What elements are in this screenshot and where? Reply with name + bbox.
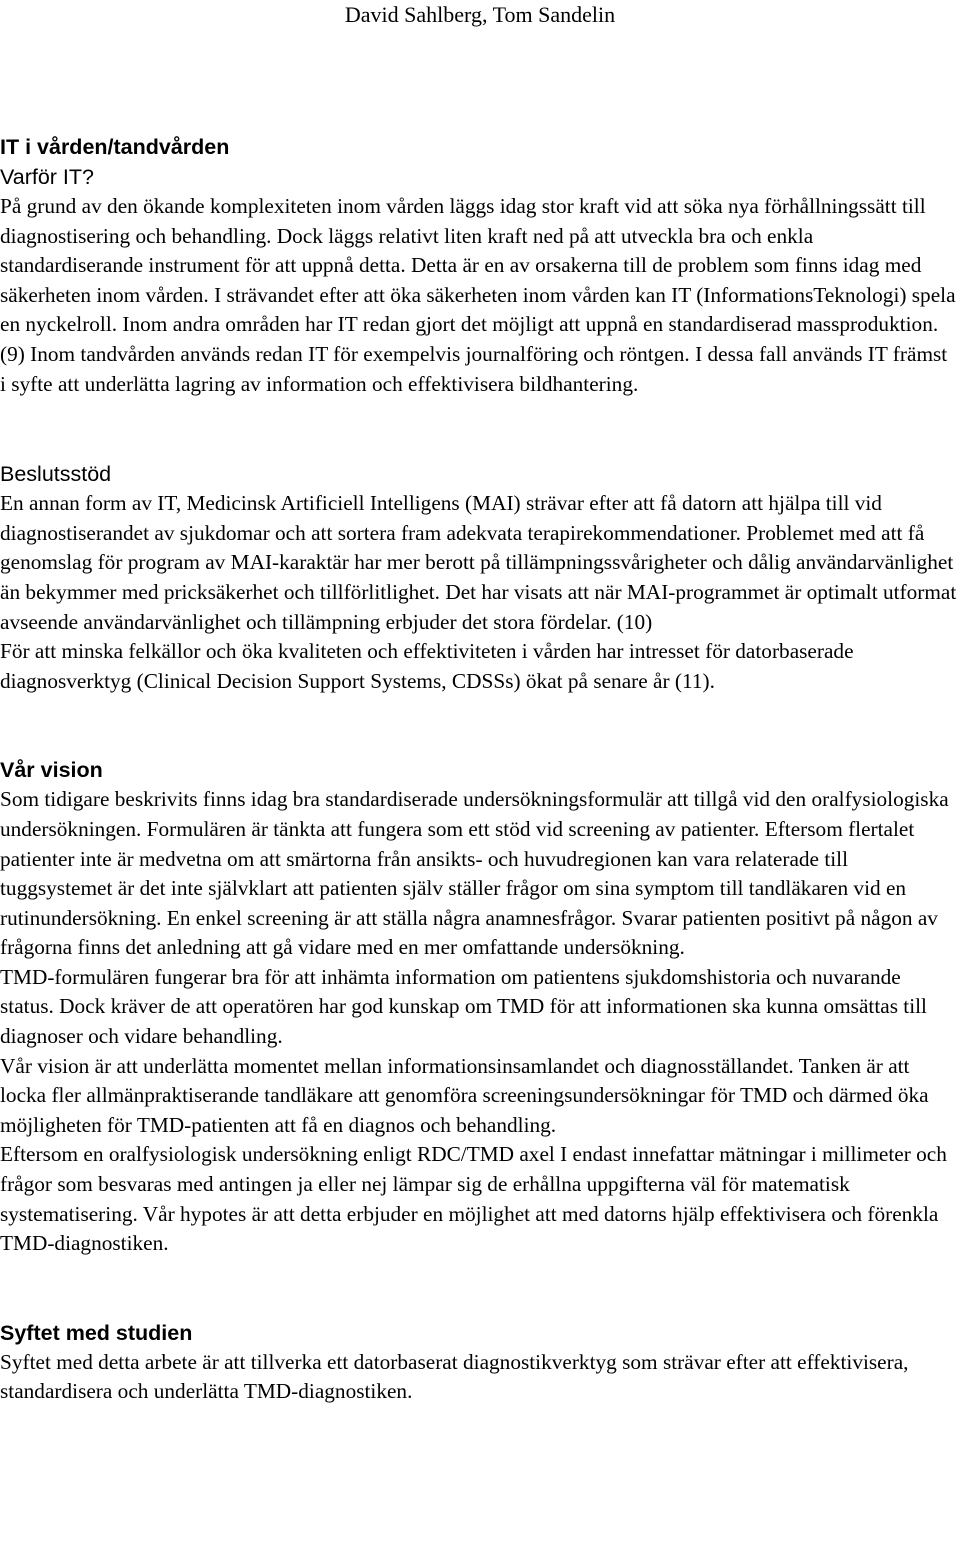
section-beslutsstod <box>0 459 960 696</box>
section-var-vision <box>0 755 960 1259</box>
paragraph-syftet: Syftet med detta arbete är att tillverka ett datorbaserat diagnostikverktyg som strävar efter att effektivisera, standardisera och underlätta TMD-diagnostiken. <box>0 1349 909 1404</box>
paragraph-beslutsstod-1: En annan form av IT, Medicinsk Artificiell Intelligens (MAI) strävar efter att få datorn att hjälpa till vid diagnostiserandet av sjukdomar och att sortera fram adekvata terapirekommendationer. Problemet med att få genomslag för program av MAI-karaktär har mer berott på tillämpningssvårigheter och dålig användarvänlighet än bekymmer med pricksäkerhet och tillförlitlighet. Det har visats att när MAI-programmet är optimalt utformat avseende användarvänlighet och tillämpning erbjuder det stora fördelar. (10) <box>0 491 957 634</box>
paragraph-vision-4: Eftersom en oralfysiologisk undersökning enligt RDC/TMD axel I endast innefattar mätningar i millimeter och frågor som besvaras med antingen ja eller nej lämpar sig de erhållna uppgifterna väl för matematisk systematisering. Vår hypotes är att detta erbjuder en möjlighet att med datorns hjälp effektivisera och förenkla TMD-diagnostiken. <box>0 1142 947 1256</box>
paragraph-it: På grund av den ökande komplexiteten inom vården läggs idag stor kraft vid att söka nya förhållningssätt till diagnostisering och behandling. Dock läggs relativt liten kraft ned på att utveckla bra och enkla standardiserande instrument för att uppnå detta. Detta är en av orsakerna till de problem som finns idag med säkerheten inom vården. I strävandet efter att öka säkerheten inom vården kan IT (InformationsTeknologi) spela en nyckelroll. Inom andra områden har IT redan gjort det möjligt att uppnå en standardiserad massproduktion. (9) Inom tandvården används redan IT för exempelvis journalföring och röntgen. I dessa fall används IT främst i syfte att underlätta lagring av information och effektivisera bildhantering. <box>0 194 956 396</box>
section-title-beslutsstod: Beslutsstöd <box>0 462 112 487</box>
paragraph-vision-1: Som tidigare beskrivits finns idag bra standardiserade undersökningsformulär att tillgå vid den oralfysiologiska undersökningen. Formulären är tänkta att fungera som ett stöd vid screening av patienter. Eftersom flertalet patienter inte är medvetna om att smärtorna från ansikts- och huvudregionen kan vara relaterade till tuggsystemet är det inte självklart att patienten själv ställer frågor om sina symptom till tandläkaren vid en rutinundersökning. En enkel screening är att ställa några anamnesfrågor. Svarar patienten positivt på någon av frågorna finns det anledning att gå vidare med en mer omfattande undersökning. <box>0 787 949 960</box>
section-syftet <box>0 1318 960 1407</box>
document-body <box>0 132 960 1407</box>
section-title-syftet: Syftet med studien <box>0 1320 193 1345</box>
paragraph-vision-2: TMD-formulären fungerar bra för att inhämta information om patientens sjukdomshistoria och nuvarande status. Dock kräver de att operatören har god kunskap om TMD för att informationen ska kunna omsättas till diagnoser och vidare behandling. <box>0 964 927 1049</box>
section-subtitle-varfor-it: Varför IT? <box>0 165 94 189</box>
section-spacer <box>0 696 960 755</box>
section-title-var-vision: Vår vision <box>0 758 103 783</box>
section-spacer <box>0 1259 960 1318</box>
section-spacer <box>0 399 960 459</box>
section-it <box>0 132 960 399</box>
section-title-it: IT i vården/tandvården <box>0 135 230 159</box>
paragraph-vision-3: Vår vision är att underlätta momentet mellan informationsinsamlandet och diagnosställandet. Tanken är att locka fler allmänpraktiserande tandläkare att genomföra screeningsundersökningar för TMD och därmed öka möjligheten för TMD-patienten att få en diagnos och behandling. <box>0 1053 929 1137</box>
paragraph-beslutsstod-2: För att minska felkällor och öka kvaliteten och effektiviteten i vården har intresset för datorbaserade diagnosverktyg (Clinical Decision Support Systems, CDSSs) ökat på senare år (11). <box>0 639 854 693</box>
running-header-authors: David Sahlberg, Tom Sandelin <box>344 2 616 27</box>
